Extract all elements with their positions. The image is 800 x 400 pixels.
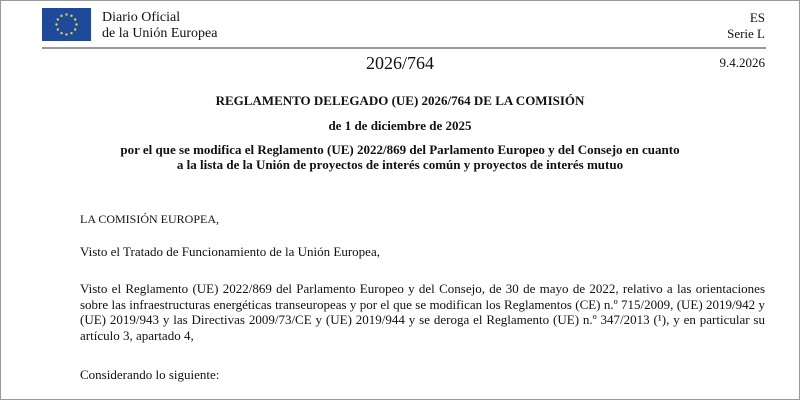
language-code: ES (749, 10, 765, 25)
regulation-title: REGLAMENTO DELEGADO (UE) 2026/764 DE LA COMISIÓN (215, 93, 585, 108)
star-icon (60, 15, 62, 17)
star-icon (70, 32, 72, 34)
regulation-subject-line2: a la lista de la Unión de proyectos de interés común y proyectos de interés mutuo (176, 157, 624, 172)
journal-title-line2: de la Unión Europea (102, 26, 218, 41)
document-number: 2026/764 (365, 53, 434, 73)
journal-title (102, 10, 217, 42)
recital-treaty: Visto el Tratado de Funcionamiento de la Unión Europea, (80, 244, 380, 259)
star-icon (65, 13, 67, 15)
author-line: LA COMISIÓN EUROPEA, (80, 212, 220, 226)
regulation-date: de 1 de diciembre de 2025 (328, 118, 472, 133)
star-icon (70, 15, 72, 17)
star-icon (75, 23, 77, 25)
star-icon (74, 18, 76, 20)
eu-flag-logo (42, 8, 91, 41)
star-icon (57, 28, 59, 30)
star-icon (57, 18, 59, 20)
header-divider (42, 47, 766, 49)
regulation-subject-line1: por el que se modifica el Reglamento (UE) 2022/869 del Parlamento Europeo y del Consejo en cuanto (120, 142, 680, 157)
star-icon (55, 23, 57, 25)
star-icon (74, 28, 76, 30)
recital-regulation: Visto el Reglamento (UE) 2022/869 del Parlamento Europeo y del Consejo, de 30 de mayo de 2022, relativo a las orientaciones sobre las infraestructuras energéticas transeuropeas y por el que se modifican los Reglamentos (CE) n.º 715/2009, (UE) 2019/942 y (UE) 2019/943 y las Directivas 2009/73/CE y (UE) 2019/944 y se deroga el Reglamento (UE) n.º 347/2013 (¹), y en particular su artículo 3, apartado 4, (80, 281, 765, 343)
star-icon (60, 32, 62, 34)
journal-title-line1: Diario Oficial (102, 10, 181, 25)
publication-date: 9.4.2026 (719, 55, 765, 70)
star-icon (65, 33, 67, 35)
considering-line: Considerando lo siguiente: (80, 367, 220, 382)
series-info (727, 10, 765, 42)
series-label: Serie L (727, 26, 765, 41)
